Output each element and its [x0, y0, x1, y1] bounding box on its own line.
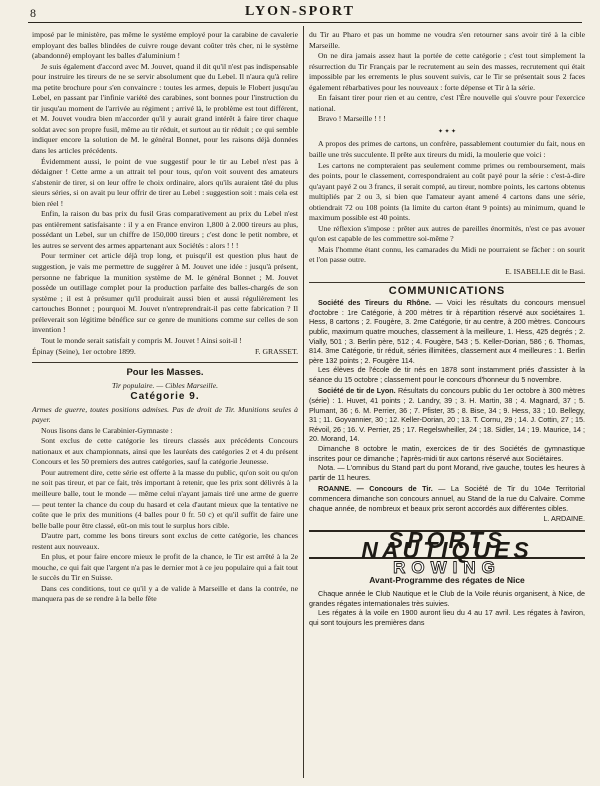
communication-text: — Voici les résultats du concours mensuel d'octobre : 1re Catégorie, à 200 mètres tir à répartition réservé aux sociétaires 1. Hess, 8 cartons ; 2. Fougère, 3. 2me Catégorie, tir au centre, à 200 mètres. Concours public, maximum quatre mouches, classement à la meilleure, 1. Hess, 425 degrés ; 2. Vially, 501 ; 3. Berlin père, 512 ; 4. Fougère, 543 ; 5. Keller-Dorian, 586 ; 6. Thomas, 814. 3me Catégorie, tir réduit, séries illimitées, classement aux 4 meilleures : 1. Berlin père 132 points ; 2. Fougère 114.: [309, 298, 585, 365]
masthead: LYON-SPORT: [244, 4, 355, 19]
paragraph: En plus, et pour faire encore mieux le profit de la chance, le Tir est arrêté à la 2e mouche, ce qui fait que l'argent n'a pas le dernier mot à ce jeu populaire qui a fait tout le succès du Tir en Suisse.: [32, 552, 298, 583]
paragraph: D'autre part, comme les bons tireurs sont exclus de cette catégorie, les chances restent aux nouveaux.: [32, 531, 298, 551]
communication-item: Les élèves de l'école de tir nés en 1878 sont instamment priés d'assister à la séance du 15 octobre ; classement pour le concours d'honneur du 5 novembre.: [309, 365, 585, 384]
paragraph: Tout le monde serait satisfait y compris M. Jouvet ! Ainsi soit-il !: [41, 335, 242, 345]
communication-text: — La Société de Tir du 104e Territorial commencera dimanche son concours annuel, au Stand de la rue du Calvaire. Comme chaque année, de nombreux et beaux prix seront accordés aux différentes cibles.: [309, 484, 585, 513]
paragraph: imposé par le ministère, pas même le système employé pour la carabine de cavalerie employant des balles blindées de cuivre rouge devant coûter très cher, ni le système (abandonné) employant les balles d'aluminium !: [32, 30, 298, 61]
rowing-heading: ROWING: [393, 557, 501, 577]
category-rules: Armes de guerre, toutes positions admises. Pas de droit de Tir. Munitions seules à payer.: [32, 404, 298, 425]
paragraph: En faisant tirer pour rien et au centre, c'est l'Ère nouvelle qui s'ouvre pour l'exercice national.: [309, 93, 585, 113]
communications-title: COMMUNICATIONS: [388, 284, 506, 297]
sports-nautiques-heading: SPORTS NAUTIQUES: [309, 530, 585, 559]
section-subtitle: Tir populaire. — Cibles Marseille.: [111, 380, 219, 390]
source-line: Nous lisons dans le Carabinier-Gymnaste :: [41, 425, 173, 435]
paragraph: du Tir au Pharo et pas un homme ne voudra s'en retourner sans avoir tiré à la cible Marseille.: [309, 30, 585, 50]
column-divider: [303, 26, 304, 778]
communication-item: Dimanche 8 octobre le matin, exercices de tir des Sociétés de gymnastique inscrites pour ce dimanche ; l'après-midi tir aux cartons réservé aux Sociétaires.: [309, 444, 585, 463]
category-title: Catégorie 9.: [130, 391, 200, 403]
paragraph: Pour autrement dire, cette série est offerte à la masse du public, qu'on soit ou qu'on ne soit pas tireur, et par ce fait, très important à retenir, que les prix sont délivrés à la meilleure balle, tout le monde — même celui n'ayant jamais tiré une arme de guerre — peut tenter la chance du coup du hasard et cela d'autant mieux que la tentative ne coûte que le prix des munitions (4 balles pour 0 fr. 50 c) et qu'il suffit de faire une belle balle pour être classé, eût-on mis tout le surplus hors cible.: [32, 467, 298, 530]
communication-item: [309, 484, 585, 513]
ornament-separator: ✦ ✦ ✦: [437, 128, 457, 135]
signature-name: F. GRASSET.: [254, 347, 298, 357]
paragraph: Sont exclus de cette catégorie les tireurs classés aux précédents Concours nationaux et aux championnats, ainsi que les lauréats des catégories 2 et 4 du présent Concours et les 50 premiers des autres catégories, sauf la catégorie Jeunesse.: [32, 436, 298, 467]
communication-item: Nota. — L'omnibus du Stand part du pont Morand, rive gauche, toutes les heures à partir de 11 heures.: [309, 463, 585, 482]
signature-name: E. ISABELLE dit le Basi.: [505, 267, 585, 277]
header-rule: [28, 22, 582, 23]
right-column: [309, 30, 585, 627]
paragraph: Les régates à la voile en 1900 auront lieu du 4 au 17 avril. Les régates à l'aviron, qui sont toujours les premières dans: [309, 608, 585, 627]
signature-place: Épinay (Seine), 1er octobre 1899.: [32, 347, 136, 357]
regattas-subheading: Avant-Programme des régates de Nice: [369, 575, 525, 586]
paragraph: Je suis également d'accord avec M. Jouvet, quand il dit qu'il n'est pas indispensable pour instruire les tireurs de ne se servir absolument que du Lebel. Il n'aura qu'à relire ma petite brochure pour s'en convaincre : toutes les armes, depuis le Flobert jusqu'au Lebel, en passant par l'infinie variété des carabines, sont bonnes pour l'instruction du tir jusqu'au moment de l'arrivée au régiment ; arrivé là, le problème est tout différent, et M. Jouvet voudra bien m'accorder qu'il y aurait grand intérêt à faire tirer chaque soldat avec son propre fusil, même au tir réduit, et surtout au tir réduit ; ce qui semble indiquer encore la solution de M. le général Bonnet, pour les raisons déjà données dans les articles précédents.: [32, 61, 298, 156]
paragraph: Pour terminer cet article déjà trop long, et puisqu'il est question plus haut de suggestion, je vais me permettre de suggérer à M. Jouvet une idée : jusqu'à présent, personne ne fabrique la munition système de M. le général Bonnet ; M. Jouvet possède un outillage complet pour la production parfaite des balles-chargés de son système ; il est à présumer qu'il produirait aussi bien et aussi régulièrement les cartouches Bonnet ; pourquoi M. Jouvet n'entreprendrait-il pas cette fabrication ? Il préleverait son légitime bénéfice sur ce genre de munitions comme sur celles de son invention !: [32, 251, 298, 335]
signature-line: [309, 514, 585, 524]
club-name: Société des Tireurs du Rhône.: [318, 298, 432, 308]
page-number: 8: [30, 6, 36, 20]
paragraph: Dans ces conditions, tout ce qu'il y a de valide à Marseille et dans la contrée, ne manquera pas de se rendre à la belle fête: [32, 583, 298, 604]
communication-item: [309, 298, 585, 365]
paragraph: Bravo ! Marseille ! ! !: [318, 114, 386, 124]
paragraph: Chaque année le Club Nautique et le Club de la Voile réunis organisent, à Nice, de grandes régates internationales très suivies.: [309, 588, 585, 608]
left-column: [32, 30, 298, 605]
paragraph: Une réflexion s'impose : prêter aux autres de pareilles énormités, n'est ce pas avouer qu'on est capable de les commettre soi-même ?: [309, 223, 585, 244]
paragraph: On ne dira jamais assez haut la portée de cette catégorie ; c'est tout simplement la résurrection du Tir Français par le recrutement au sein des masses, recrutement qui était impossible par les errements le plus souvent suivis, car le Tir se présentait sous 2 faces également rébarbatives pour les nouveaux : forte dépense et Tir à la série.: [309, 51, 585, 92]
separator: [309, 282, 585, 283]
paragraph: Mais l'homme étant connu, les camarades du Midi ne pourraient se fâcher : on sourit et l'on passe outre.: [309, 244, 585, 265]
paragraph: Évidemment aussi, le point de vue suggestif pour le tir au Lebel n'est pas à dédaigner ! Cette arme a un attrait tel pour tous, qu'on voit souvent des amateurs s'abstenir de tirer, si on leur offre le choix ordinaire, alors qu'ils auraient tâté du plus sieurs séries, si on avait pu leur offrir de tirer au Lebel : suggestion soit : mais cela est bien réel !: [32, 156, 298, 208]
club-name: ROANNE. — Concours de Tir.: [318, 484, 433, 494]
paragraph: A propos des primes de cartons, un confrère, passablement coutumier du fait, nous en baille une très succulente. Il prête aux tireurs du midi, la moulerie que voici :: [309, 139, 585, 160]
club-name: Société de tir de Lyon.: [318, 386, 396, 396]
separator: [32, 362, 298, 363]
paragraph: Les cartons ne compteraient pas seulement comme primes ou remboursement, mais des points, pour le classement, correspondraient au coût payé pour la série : c'est-à-dire qu'ayant payé 2 ou 3 francs, il serait compté, au tireur, nombre points, les cartons obtenus multipliés par 2 ou 3, si bien que l'amateur ayant amené 4 cartons dans une série, obtiendrait 72 ou 108 points (la limite du carton étant 9 points) au minimum, quand le maximum possible est 40 points.: [309, 160, 585, 223]
communication-item: [309, 386, 585, 444]
section-title-masses: Pour les Masses.: [126, 366, 204, 378]
signature-name: L. ARDAINE.: [543, 514, 585, 524]
signature-line: [309, 267, 585, 278]
paragraph: Enfin, la raison du bas prix du fusil Gras comparativement au prix du Lebel n'est pas entièrement satisfaisante : il y a en France environ 1,800 à 2.000 tireurs au plus, possédant un Lebel, sur un chiffre de 150,000 tireurs ; c'est donc le petit nombre, et les autres se servent des armes appartenant aux Sociétés : alors ! ! !: [32, 209, 298, 250]
communication-text: Résultats du concours public du 1er octobre à 300 mètres (série) : 1. Huvet, 41 points ; 2. Landry, 39 ; 3. H. Martin, 38 ; 4. Magnard, 37 ; 5. Plumant, 36 ; 6. M. Perrier, 36 ; 7. Pfister, 35 ; 8. Bise, 34 ; 9. Hess, 33 ; 10. Bellegy, 31 ; 11. Goyvannier, 30 ; 12. Keller-Dorian, 20 ; 13. T. Cornu, 29 ; 14. J. Cottin, 27 ; 15. Révoil, 26 ; 16. V. Perrier, 25 ; 17. Regelswheiller, 24 ; 18. Sidler, 14 ; 19. Maurice, 14 ; 20. Morand, 14.: [309, 386, 585, 444]
signature-line: [32, 347, 298, 358]
